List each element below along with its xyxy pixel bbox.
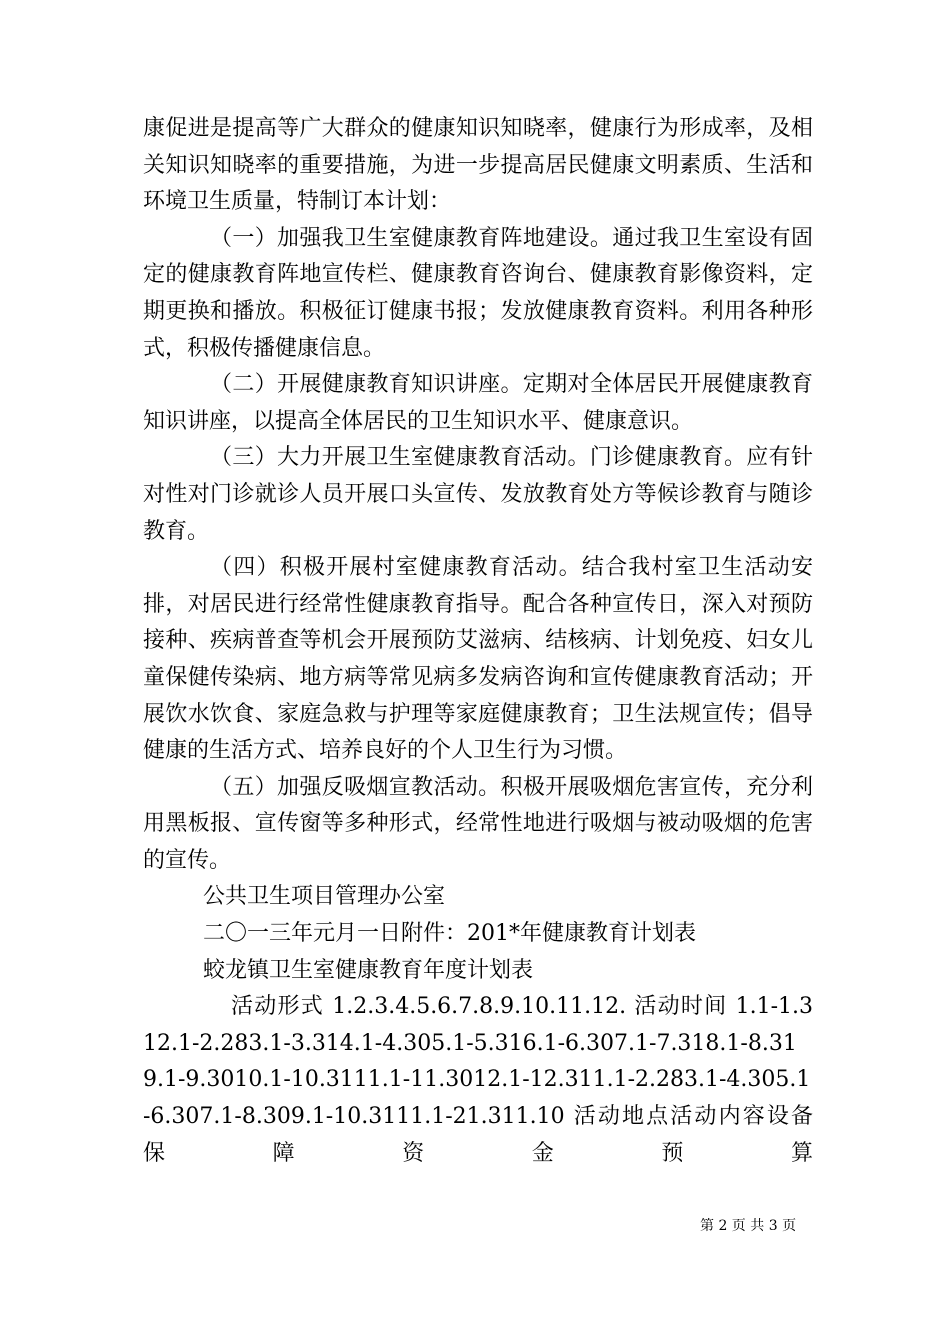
office-signature: 公共卫生项目管理办公室 xyxy=(203,884,446,910)
paragraph-item-3: （三）大力开展卫生室健康教育活动。门诊健康教育。应有针对性对门诊就诊人员开展口头宣传、发放教育处方等候诊教育与随诊教育。 xyxy=(143,445,813,544)
intro-paragraph: 康促进是提高等广大群众的健康知识知晓率，健康行为形成率，及相关知识知晓率的重要措施，为进一步提高居民健康文明素质、生活和环境卫生质量，特制订本计划： xyxy=(143,116,813,215)
paragraph-item-1: （一）加强我卫生室健康教育阵地建设。通过我卫生室设有固定的健康教育阵地宣传栏、健康教育咨询台、健康教育影像资料，定期更换和播放。积极征订健康书报；发放健康教育资料。利用各种形式，积极传播健康信息。 xyxy=(143,225,813,361)
date-attachment-line: 二〇一三年元月一日附件：201*年健康教育计划表 xyxy=(203,921,696,947)
paragraph-item-5: （五）加强反吸烟宣教活动。积极开展吸烟危害宣传，充分利用黑板报、宣传窗等多种形式，经常性地进行吸烟与被动吸烟的危害的宣传。 xyxy=(143,774,813,873)
document-body xyxy=(143,111,813,1172)
table-title: 蛟龙镇卫生室健康教育年度计划表 xyxy=(203,957,534,983)
paragraph-item-4: （四）积极开展村室健康教育活动。结合我村室卫生活动安排，对居民进行经常性健康教育指导。配合各种宣传日，深入对预防接种、疾病普查等机会开展预防艾滋病、结核病、计划免疫、妇女儿童保健传染病、地方病等常见病多发病咨询和宣传健康教育活动；开展饮水饮食、家庭急救与护理等家庭健康教育；卫生法规宣传；倡导健康的生活方式、培养良好的个人卫生行为习惯。 xyxy=(143,555,813,764)
page-number-footer: 第 2 页 共 3 页 xyxy=(700,1218,797,1234)
plan-table-text: 活动形式 1.2.3.4.5.6.7.8.9.10.11.12. 活动时间 1.1-1.312.1-2.283.1-3.314.1-4.305.1-5.316.1-6.307.1-7.318.1-8.319.1-9.3010.1-10.3111.1-11.3012.1-12.311.1-2.283.1-4.305.1-6.307.1-8.309.1-10.3111.1-21.311.10 活动地点活动内容设备保障资金预算 xyxy=(143,994,813,1166)
paragraph-item-2: （二）开展健康教育知识讲座。定期对全体居民开展健康教育知识讲座，以提高全体居民的卫生知识水平、健康意识。 xyxy=(143,372,813,434)
